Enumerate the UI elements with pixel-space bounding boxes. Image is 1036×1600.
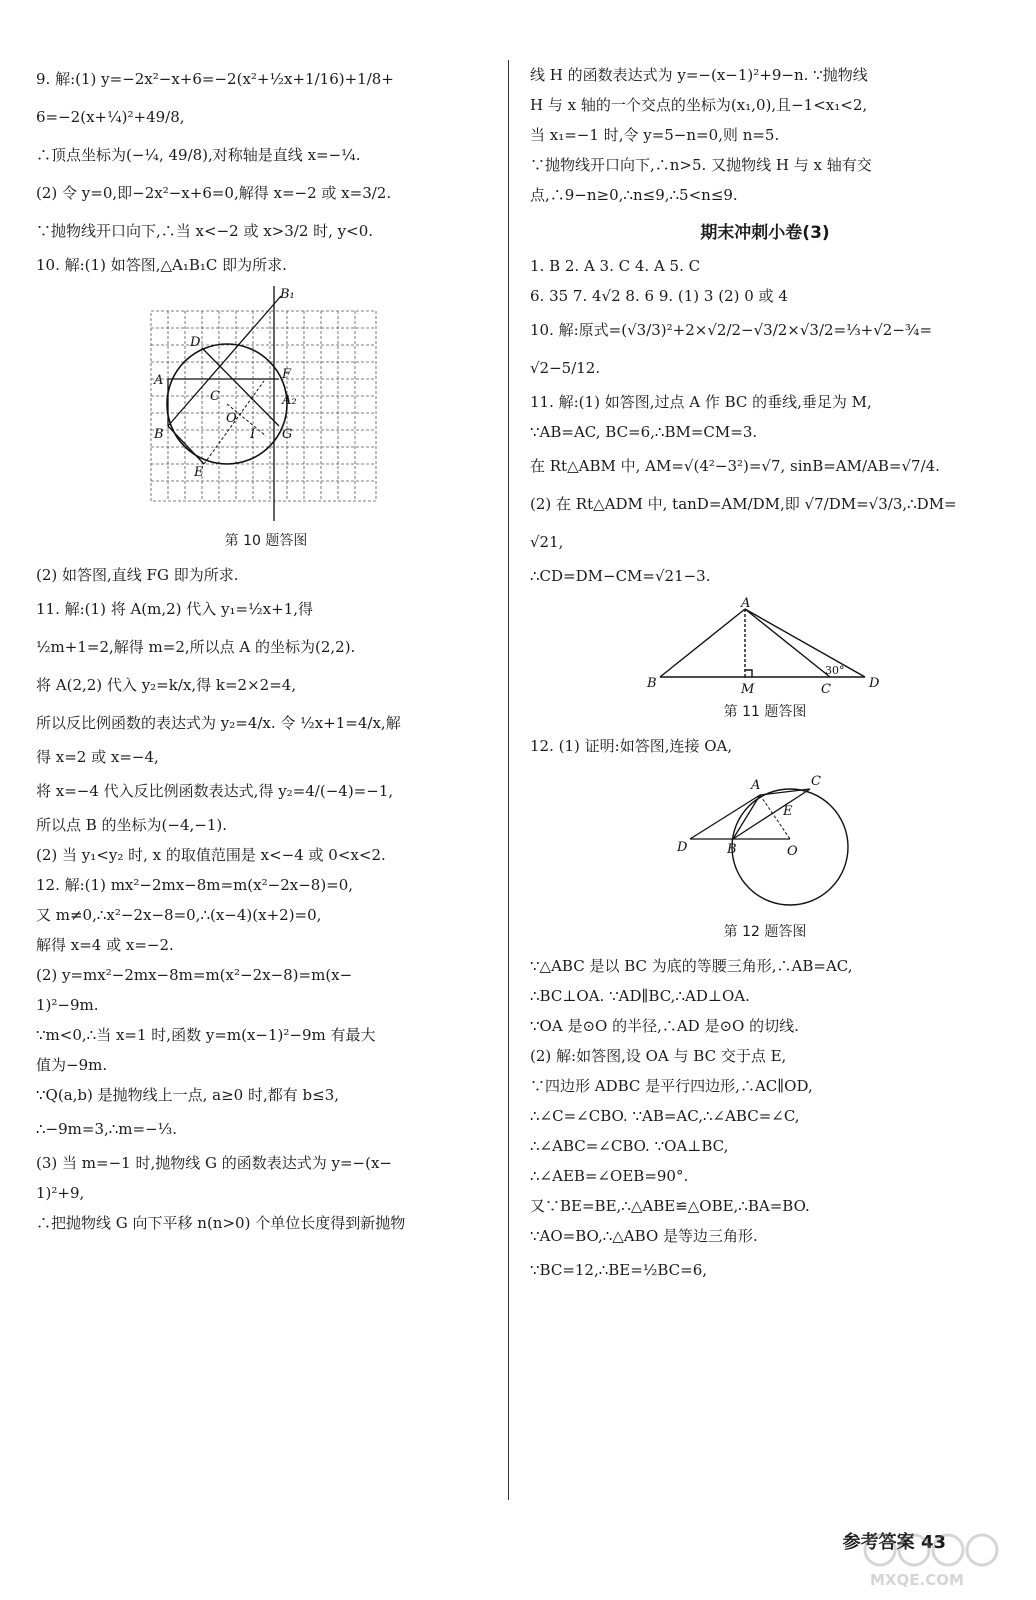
fig11-label: B	[647, 676, 657, 691]
fig10-label: B₁	[280, 287, 295, 302]
fig10-label: O	[226, 411, 237, 426]
text-line: (2) 当 y₁<y₂ 时, x 的取值范围是 x<−4 或 0<x<2.	[36, 846, 386, 864]
text-line: √21,	[530, 533, 564, 551]
fig10-label: G	[282, 427, 293, 442]
text-line: 值为−9m.	[36, 1056, 108, 1074]
text-line: (3) 当 m=−1 时,抛物线 G 的函数表达式为 y=−(x−	[36, 1154, 393, 1172]
text-line: 解得 x=4 或 x=−2.	[36, 936, 174, 954]
text-line: 又∵BE=BE,∴△ABE≌△OBE,∴BA=BO.	[530, 1197, 810, 1215]
fig10-label: C	[210, 389, 220, 404]
text-line: 10. 解:原式=(√3/3)²+2×√2/2−√3/2×√3/2=⅓+√2−¾=	[530, 321, 933, 339]
footer-label: 参考答案	[842, 1532, 915, 1553]
fig12-label: A	[751, 778, 761, 793]
figure-10-caption: 第 10 题答图	[224, 533, 308, 549]
text-line: ∵AB=AC, BC=6,∴BM=CM=3.	[530, 423, 758, 441]
text-line: 得 x=2 或 x=−4,	[36, 748, 159, 766]
text-line: 10. 解:(1) 如答图,△A₁B₁C 即为所求.	[36, 256, 287, 274]
text-line: ∴CD=DM−CM=√21−3.	[530, 567, 711, 585]
text-line: (2) 解:如答图,设 OA 与 BC 交于点 E,	[530, 1047, 787, 1065]
fig10-label: A	[154, 373, 164, 388]
text-line: ∵BC=12,∴BE=½BC=6,	[530, 1261, 708, 1279]
text-line: 线 H 的函数表达式为 y=−(x−1)²+9−n. ∵抛物线	[530, 66, 868, 84]
fig11-label: M	[741, 682, 755, 697]
text-line: 12. 解:(1) mx²−2mx−8m=m(x²−2x−8)=0,	[36, 876, 354, 894]
watermark-logo	[862, 1530, 1012, 1590]
figure-12-circle	[665, 767, 865, 917]
text-line: (2) 令 y=0,即−2x²−x+6=0,解得 x=−2 或 x=3/2.	[36, 184, 392, 202]
figure-10-grid	[146, 286, 386, 526]
text-line: ∴把抛物线 G 向下平移 n(n>0) 个单位长度得到新抛物	[36, 1214, 406, 1232]
text-line: ∵抛物线开口向下,∴当 x<−2 或 x>3/2 时, y<0.	[36, 222, 374, 240]
text-line: ∴∠C=∠CBO. ∵AB=AC,∴∠ABC=∠C,	[530, 1107, 800, 1125]
watermark-text: MXQE.COM	[870, 1571, 964, 1589]
text-line: 1)²−9m.	[36, 996, 99, 1014]
column-divider	[508, 60, 509, 1500]
section-heading: 期末冲刺小卷(3)	[700, 223, 830, 243]
fig11-label: 30°	[825, 664, 845, 677]
text-line: 点,∴9−n≥0,∴n≤9,∴5<n≤9.	[530, 186, 738, 204]
right-column	[530, 60, 1000, 1289]
text-line: (2) 在 Rt△ADM 中, tanD=AM/DM,即 √7/DM=√3/3,∴DM=	[530, 495, 957, 513]
text-line: 将 x=−4 代入反比例函数表达式,得 y₂=4/(−4)=−1,	[36, 782, 394, 800]
text-line: 所以反比例函数的表达式为 y₂=4/x. 令 ½x+1=4/x,解	[36, 714, 401, 732]
figure-11-triangle	[645, 597, 885, 697]
text-line: 11. 解:(1) 将 A(m,2) 代入 y₁=½x+1,得	[36, 600, 314, 618]
text-line: ½m+1=2,解得 m=2,所以点 A 的坐标为(2,2).	[36, 638, 356, 656]
text-line: 9. 解:(1) y=−2x²−x+6=−2(x²+½x+1/16)+1/8+	[36, 70, 394, 88]
text-line: ∴BC⊥OA. ∵AD∥BC,∴AD⊥OA.	[530, 987, 750, 1005]
fig10-label: I	[250, 427, 256, 442]
fig10-label: E	[194, 465, 204, 480]
text-line: 又 m≠0,∴x²−2x−8=0,∴(x−4)(x+2)=0,	[36, 906, 322, 924]
text-line: ∵OA 是⊙O 的半径,∴AD 是⊙O 的切线.	[530, 1017, 799, 1035]
text-line: 6=−2(x+¼)²+49/8,	[36, 108, 185, 126]
fig11-label: C	[821, 682, 831, 697]
text-line: 6. 35 7. 4√2 8. 6 9. (1) 3 (2) 0 或 4	[530, 287, 788, 305]
text-line: 11. 解:(1) 如答图,过点 A 作 BC 的垂线,垂足为 M,	[530, 393, 872, 411]
fig12-label: D	[677, 840, 688, 855]
fig12-label: C	[811, 774, 821, 789]
text-line: 将 A(2,2) 代入 y₂=k/x,得 k=2×2=4,	[36, 676, 297, 694]
figure-11-caption: 第 11 题答图	[723, 704, 807, 720]
fig10-label: D	[190, 335, 201, 350]
text-line: ∴−9m=3,∴m=−⅓.	[36, 1120, 177, 1138]
text-line: √2−5/12.	[530, 359, 601, 377]
text-line: 1. B 2. A 3. C 4. A 5. C	[530, 257, 701, 275]
text-line: ∵m<0,∴当 x=1 时,函数 y=m(x−1)²−9m 有最大	[36, 1026, 376, 1044]
fig10-label: B	[154, 427, 164, 442]
text-line: ∵△ABC 是以 BC 为底的等腰三角形,∴AB=AC,	[530, 957, 853, 975]
fig10-label: A₂	[282, 393, 297, 408]
page-number: 43	[920, 1532, 946, 1553]
text-line: ∵Q(a,b) 是抛物线上一点, a≥0 时,都有 b≤3,	[36, 1086, 340, 1104]
text-line: ∵抛物线开口向下,∴n>5. 又抛物线 H 与 x 轴有交	[530, 156, 872, 174]
figure-12-caption: 第 12 题答图	[723, 924, 807, 940]
fig12-label: O	[787, 844, 798, 859]
fig12-label: B	[727, 842, 737, 857]
fig11-label: A	[741, 597, 751, 611]
fig12-label: E	[783, 804, 793, 819]
text-line: (2) y=mx²−2mx−8m=m(x²−2x−8)=m(x−	[36, 966, 353, 984]
left-column	[36, 60, 496, 1238]
text-line: 12. (1) 证明:如答图,连接 OA,	[530, 737, 733, 755]
text-line: 所以点 B 的坐标为(−4,−1).	[36, 816, 228, 834]
text-line: 1)²+9,	[36, 1184, 85, 1202]
text-line: (2) 如答图,直线 FG 即为所求.	[36, 566, 239, 584]
fig11-label: D	[869, 676, 880, 691]
text-line: ∴∠ABC=∠CBO. ∵OA⊥BC,	[530, 1137, 729, 1155]
text-line: 当 x₁=−1 时,令 y=5−n=0,则 n=5.	[530, 126, 780, 144]
fig10-label: F	[282, 367, 292, 382]
text-line: H 与 x 轴的一个交点的坐标为(x₁,0),且−1<x₁<2,	[530, 96, 868, 114]
text-line: ∴顶点坐标为(−¼, 49/8),对称轴是直线 x=−¼.	[36, 146, 361, 164]
text-line: ∵AO=BO,∴△ABO 是等边三角形.	[530, 1227, 758, 1245]
text-line: ∵四边形 ADBC 是平行四边形,∴AC∥OD,	[530, 1077, 813, 1095]
text-line: 在 Rt△ABM 中, AM=√(4²−3²)=√7, sinB=AM/AB=√7/4.	[530, 457, 940, 475]
text-line: ∴∠AEB=∠OEB=90°.	[530, 1167, 689, 1185]
